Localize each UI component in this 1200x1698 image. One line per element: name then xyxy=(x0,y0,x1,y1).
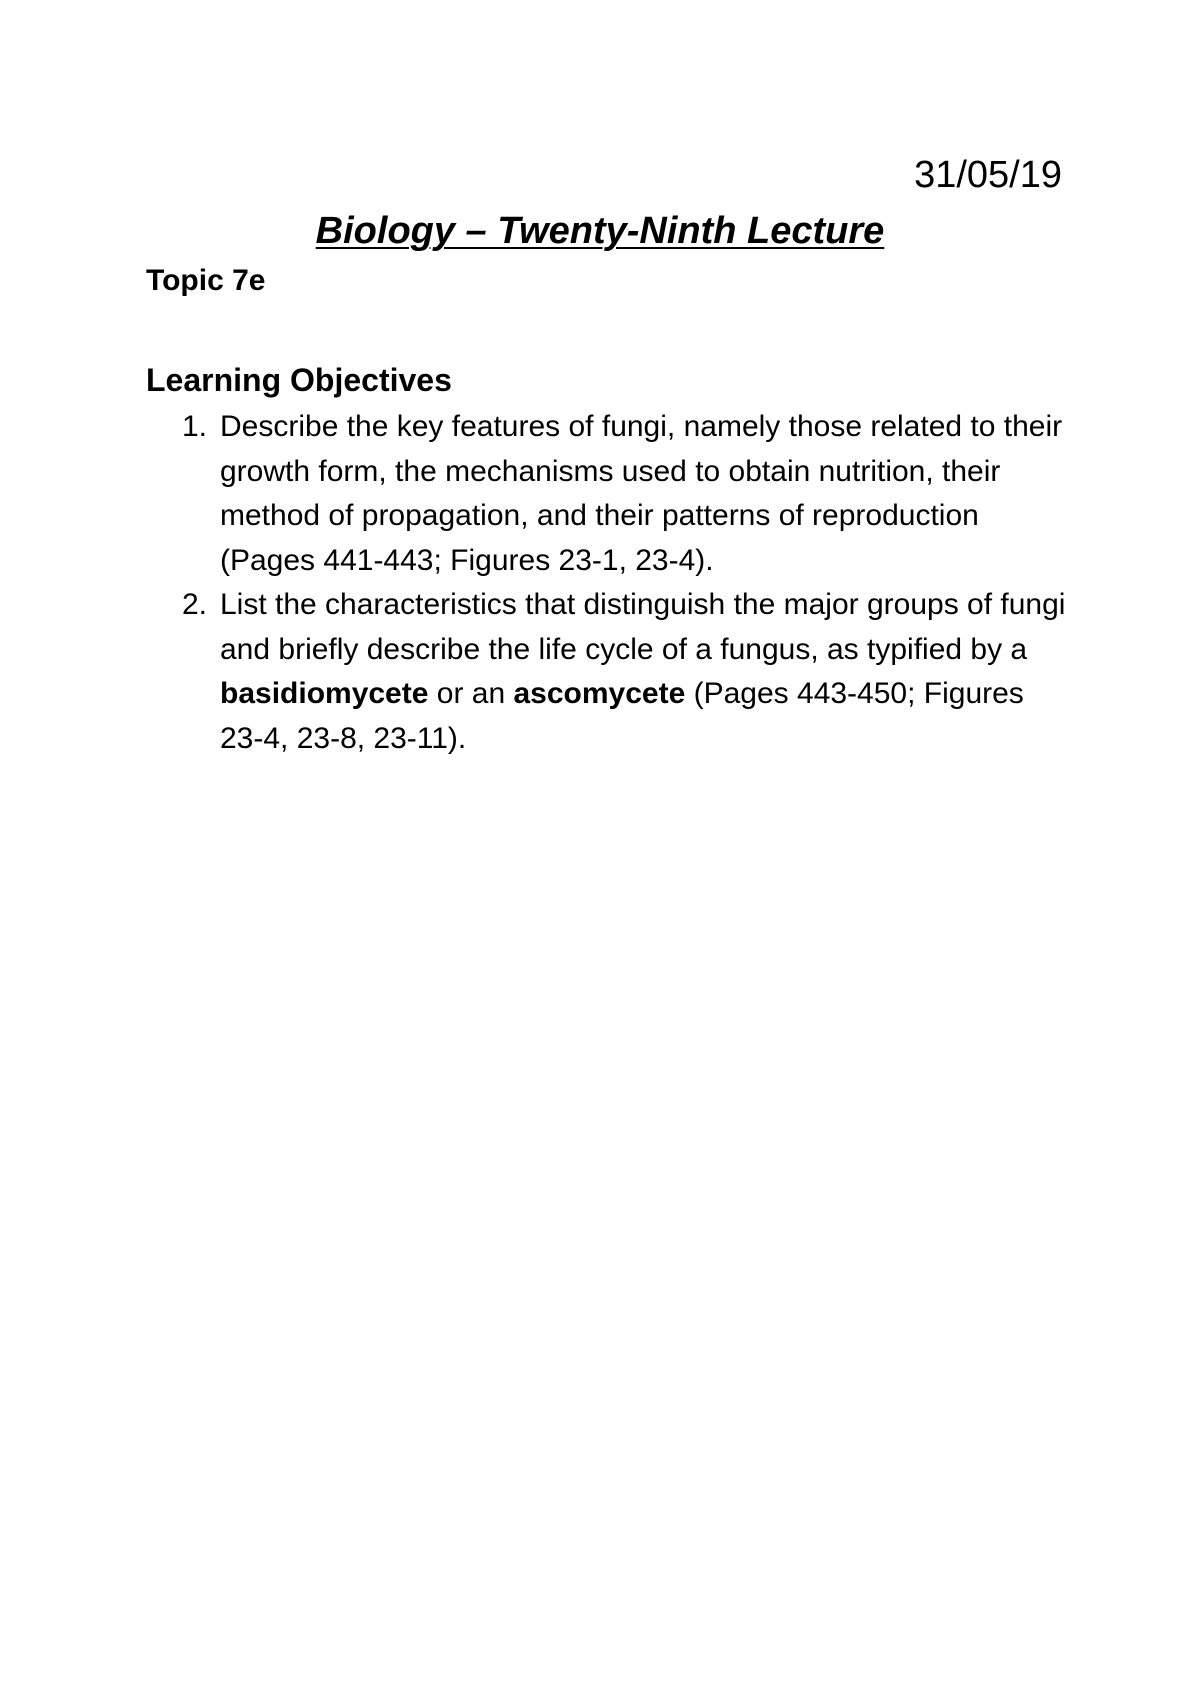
topic-label: Topic 7e xyxy=(146,264,266,297)
objective-number: 1. xyxy=(182,410,208,443)
learning-objectives-heading: Learning Objectives xyxy=(146,362,452,398)
term-ascomycete: ascomycete xyxy=(513,677,686,710)
objective-text xyxy=(220,588,1065,755)
lecture-date: 31/05/19 xyxy=(914,154,1062,196)
objective-number: 2. xyxy=(182,588,208,621)
lecture-title: Biology – Twenty-Ninth Lecture xyxy=(315,210,885,252)
objective-text-part: List the characteristics that distinguish the major groups of fungi and briefly describe the life cycle of a fungus, as typified by a xyxy=(220,588,1066,666)
objective-item-1 xyxy=(146,405,1066,583)
term-basidiomycete: basidiomycete xyxy=(220,677,429,710)
objective-text-part: or an xyxy=(428,677,514,710)
learning-objectives-list xyxy=(146,405,1066,761)
objective-text-part: (Pages 443-450; Figures 23-4, 23-8, 23-11). xyxy=(220,677,1024,755)
objective-item-2 xyxy=(146,583,1066,761)
objective-text: Describe the key features of fungi, namely those related to their growth form, the mechanisms used to obtain nutrition, their method of propagation, and their patterns of reproduction (Pages 441-443; Figures 23-1, 23-4). xyxy=(220,410,1063,577)
